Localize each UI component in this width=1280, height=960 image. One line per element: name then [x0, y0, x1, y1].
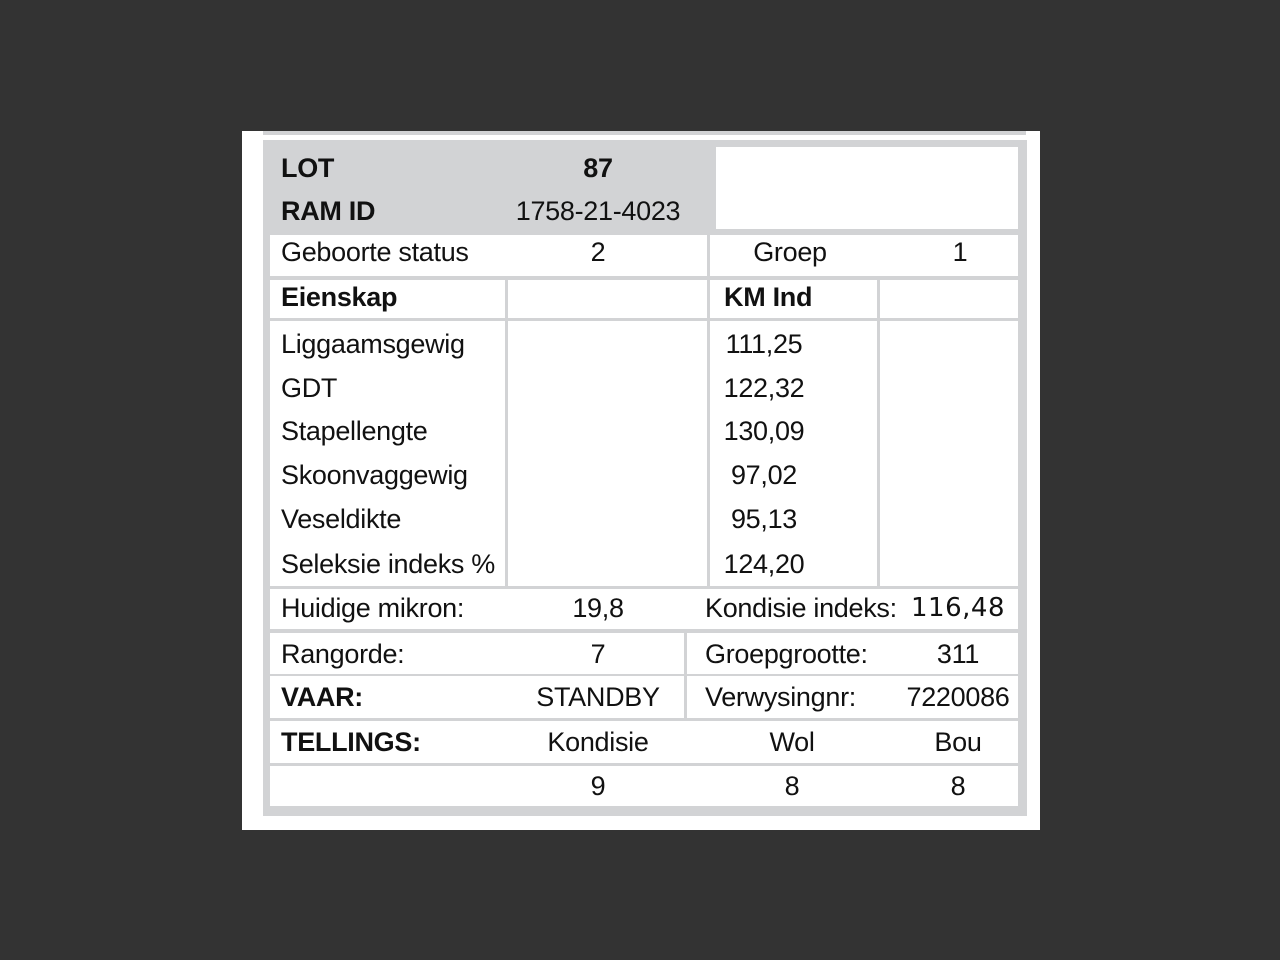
geboorte-value: 2	[590, 237, 606, 267]
eienskap-header-cell	[270, 280, 505, 318]
groepgrootte-cell	[687, 633, 1018, 674]
header-blank-cell	[716, 147, 1018, 229]
tellings-bou-header: Bou	[934, 727, 982, 757]
groepgrootte-label: Groepgrootte:	[705, 639, 868, 669]
trait-value: 95,13	[730, 504, 798, 534]
mikron-label: Huidige mikron:	[281, 593, 465, 623]
tellings-wol-value: 8	[784, 771, 800, 801]
trait-blank-cell-2	[880, 321, 1018, 586]
trait-blank-cell-1	[508, 321, 707, 586]
trait-value: 122,32	[723, 373, 805, 403]
trait-values-cell	[710, 321, 877, 586]
rangorde-value: 7	[590, 639, 606, 669]
tellings-header-row	[270, 721, 1018, 763]
kondisie-indeks-value: 116,48	[911, 593, 1005, 623]
lot-card	[242, 131, 1040, 830]
trait-name: Skoonvaggewig	[281, 460, 468, 490]
km-ind-header: KM Ind	[724, 282, 813, 312]
tellings-kondisie-value: 9	[590, 771, 606, 801]
verwysing-value: 7220086	[906, 682, 1010, 712]
tellings-kondisie-header: Kondisie	[547, 727, 649, 757]
lot-label: LOT	[281, 153, 335, 183]
groep-cell	[710, 235, 1018, 276]
vaar-cell	[270, 676, 684, 718]
blank-header-cell-2	[880, 280, 1018, 318]
groep-label: Groep	[753, 237, 827, 267]
geboorte-cell	[270, 235, 707, 276]
header-cell	[270, 147, 714, 229]
trait-value: 111,25	[725, 329, 803, 359]
trait-name: Stapellengte	[281, 416, 428, 446]
mikron-row	[270, 589, 1018, 629]
vaar-label: VAAR:	[281, 682, 363, 712]
vaar-value: STANDBY	[536, 682, 660, 712]
ram-id-value: 1758-21-4023	[515, 196, 681, 226]
trait-names-cell	[270, 321, 505, 586]
verwysing-cell	[687, 676, 1018, 718]
trait-name: Liggaamsgewig	[281, 329, 465, 359]
lot-card-frame	[263, 140, 1027, 816]
groep-value: 1	[952, 237, 968, 267]
top-divider	[263, 131, 1026, 135]
tellings-wol-header: Wol	[769, 727, 815, 757]
trait-value: 124,20	[723, 549, 805, 579]
tellings-values-row	[270, 766, 1018, 806]
tellings-label: TELLINGS:	[281, 727, 421, 757]
lot-value: 87	[583, 153, 613, 183]
kondisie-indeks-label: Kondisie indeks:	[705, 593, 897, 623]
trait-name: Seleksie indeks %	[281, 549, 496, 579]
trait-name: Veseldikte	[281, 504, 402, 534]
tellings-bou-value: 8	[950, 771, 966, 801]
km-ind-header-cell	[710, 280, 877, 318]
rangorde-label: Rangorde:	[281, 639, 405, 669]
rangorde-cell	[270, 633, 684, 674]
mikron-value: 19,8	[572, 593, 624, 623]
geboorte-label: Geboorte status	[281, 237, 469, 267]
blank-header-cell-1	[508, 280, 707, 318]
verwysing-label: Verwysingnr:	[705, 682, 856, 712]
eienskap-header: Eienskap	[281, 282, 398, 312]
trait-value: 130,09	[723, 416, 805, 446]
groepgrootte-value: 311	[936, 639, 980, 669]
ram-id-label: RAM ID	[281, 196, 376, 226]
trait-value: 97,02	[730, 460, 798, 490]
trait-name: GDT	[281, 373, 338, 403]
